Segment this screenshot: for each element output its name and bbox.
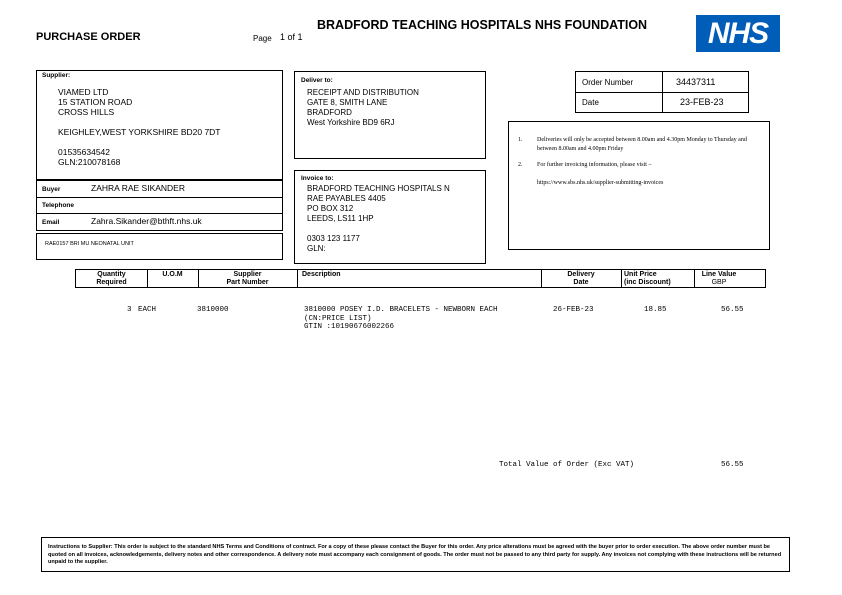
supplier-line: 15 STATION ROAD xyxy=(58,97,133,107)
supplier-box xyxy=(36,70,283,180)
col-uom-header xyxy=(147,271,198,279)
deliver-line: BRADFORD xyxy=(307,108,352,117)
header-line: Date xyxy=(573,279,589,286)
instructions-box xyxy=(41,537,790,572)
header-line: U.O.M xyxy=(162,271,183,278)
table-row xyxy=(75,306,766,336)
invoice-to-label: Invoice to: xyxy=(301,175,334,182)
header-line: (inc Discount) xyxy=(624,279,671,286)
col-delivery-header xyxy=(541,271,621,287)
org-name: BRADFORD TEACHING HOSPITALS NHS FOUNDATION xyxy=(317,18,648,32)
notes-box xyxy=(508,121,770,250)
order-info-box xyxy=(575,71,749,113)
invoice-line: PO BOX 312 xyxy=(307,204,354,213)
supplier-line: GLN:210078168 xyxy=(58,157,121,167)
cost-centre-box xyxy=(36,233,283,260)
table-header xyxy=(75,269,766,288)
supplier-line xyxy=(58,117,221,127)
supplier-address xyxy=(58,87,221,167)
note-text: Deliveries will only be accepted between 8.00am and 4.30pm Monday to Thursday and between 8.00am and 4.00pm Friday xyxy=(537,137,747,152)
buyer-box xyxy=(36,180,283,231)
row-part: 3810000 xyxy=(197,306,229,314)
total-value: 56.55 xyxy=(721,461,744,469)
telephone-label: Telephone xyxy=(42,202,75,209)
header-line: Required xyxy=(96,279,127,286)
row-desc: 3810000 POSEY I.D. BRACELETS - NEWBORN EACH (CN:PRICE LIST) GTIN :10190676002266 xyxy=(304,306,498,331)
header-line: Line Value xyxy=(701,271,737,278)
buyer-name: ZAHRA RAE SIKANDER xyxy=(91,183,185,193)
col-desc-header xyxy=(302,271,341,279)
order-number-value: 34437311 xyxy=(676,77,716,87)
email-label: Email xyxy=(42,219,60,226)
row-qty: 3 xyxy=(127,306,132,314)
note-num: 1. xyxy=(518,137,523,143)
invoice-to-box xyxy=(294,170,486,264)
invoice-line: BRADFORD TEACHING HOSPITALS N xyxy=(307,184,450,193)
supplier-line xyxy=(58,137,221,147)
col-qty-header xyxy=(76,271,147,287)
col-value-header xyxy=(694,271,744,287)
deliver-to-address xyxy=(307,88,419,128)
order-number-label: Order Number xyxy=(582,78,634,87)
deliver-to-box xyxy=(294,71,486,159)
invoice-line: RAE PAYABLES 4405 xyxy=(307,194,386,203)
date-value: 23-FEB-23 xyxy=(680,97,724,107)
row-uom: EACH xyxy=(138,306,157,314)
header-line: Description xyxy=(302,271,341,278)
supplier-line: 01535634542 xyxy=(58,147,111,157)
invoice-line: 0303 123 1177 xyxy=(307,234,360,243)
nhs-logo xyxy=(696,15,780,52)
deliver-to-label: Deliver to: xyxy=(301,77,333,84)
invoice-to-address xyxy=(307,184,450,254)
note-link[interactable]: https://www.sbs.nhs.uk/supplier-submitting-invoices xyxy=(537,180,664,186)
supplier-label: Supplier: xyxy=(42,72,71,79)
deliver-line: RECEIPT AND DISTRIBUTION xyxy=(307,88,419,97)
col-price-header xyxy=(624,271,671,287)
instructions-text: Instructions to Supplier: This order is subject to the standard NHS Terms and Conditions of contract. For a copy of these please contact the Buyer for this order. Any price alterations must be agreed with the buyer prior to order execution. The above order number must be quoted on all invoices, acknowledgements, delivery notes and other correspondence. A delivery note must accompany each consignment of goods. The order must not be passed to any third party for supply. Any invoices not complying with these instructions will be returned unpaid to the supplier. xyxy=(48,544,782,566)
supplier-line: VIAMED LTD xyxy=(58,87,109,97)
header-line: Delivery xyxy=(567,271,595,278)
buyer-label: Buyer xyxy=(42,186,61,193)
email-value: Zahra.Sikander@bthft.nhs.uk xyxy=(91,216,202,226)
row-value: 56.55 xyxy=(721,306,744,314)
header-line: Unit Price xyxy=(624,271,657,278)
header-line: GBP xyxy=(711,279,727,286)
invoice-line xyxy=(307,224,450,234)
col-part-header xyxy=(198,271,297,287)
total-label: Total Value of Order (Exc VAT) xyxy=(499,461,635,469)
date-label: Date xyxy=(582,98,599,107)
doc-title: PURCHASE ORDER xyxy=(36,31,141,43)
invoice-line: GLN: xyxy=(307,244,326,253)
nhs-logo-text: NHS xyxy=(707,16,769,50)
row-delivery: 26-FEB-23 xyxy=(553,306,594,314)
invoice-line: LEEDS, LS11 1HP xyxy=(307,214,374,223)
header-line: Part Number xyxy=(226,279,269,286)
header-line: Supplier xyxy=(233,271,262,278)
cost-centre: RAE0157 BRI MU NEONATAL UNIT xyxy=(45,241,134,247)
header-line: Quantity xyxy=(97,271,126,278)
note-num: 2. xyxy=(518,162,523,168)
page-label: Page xyxy=(253,34,272,43)
supplier-line: KEIGHLEY,WEST YORKSHIRE BD20 7DT xyxy=(58,127,221,137)
supplier-line: CROSS HILLS xyxy=(58,107,115,117)
deliver-line: GATE 8, SMITH LANE xyxy=(307,98,388,107)
note-text: For further invoicing information, please visit – xyxy=(537,162,652,168)
deliver-line: West Yorkshire BD9 6RJ xyxy=(307,118,395,127)
page-number: 1 of 1 xyxy=(280,32,303,42)
row-price: 18.85 xyxy=(644,306,667,314)
